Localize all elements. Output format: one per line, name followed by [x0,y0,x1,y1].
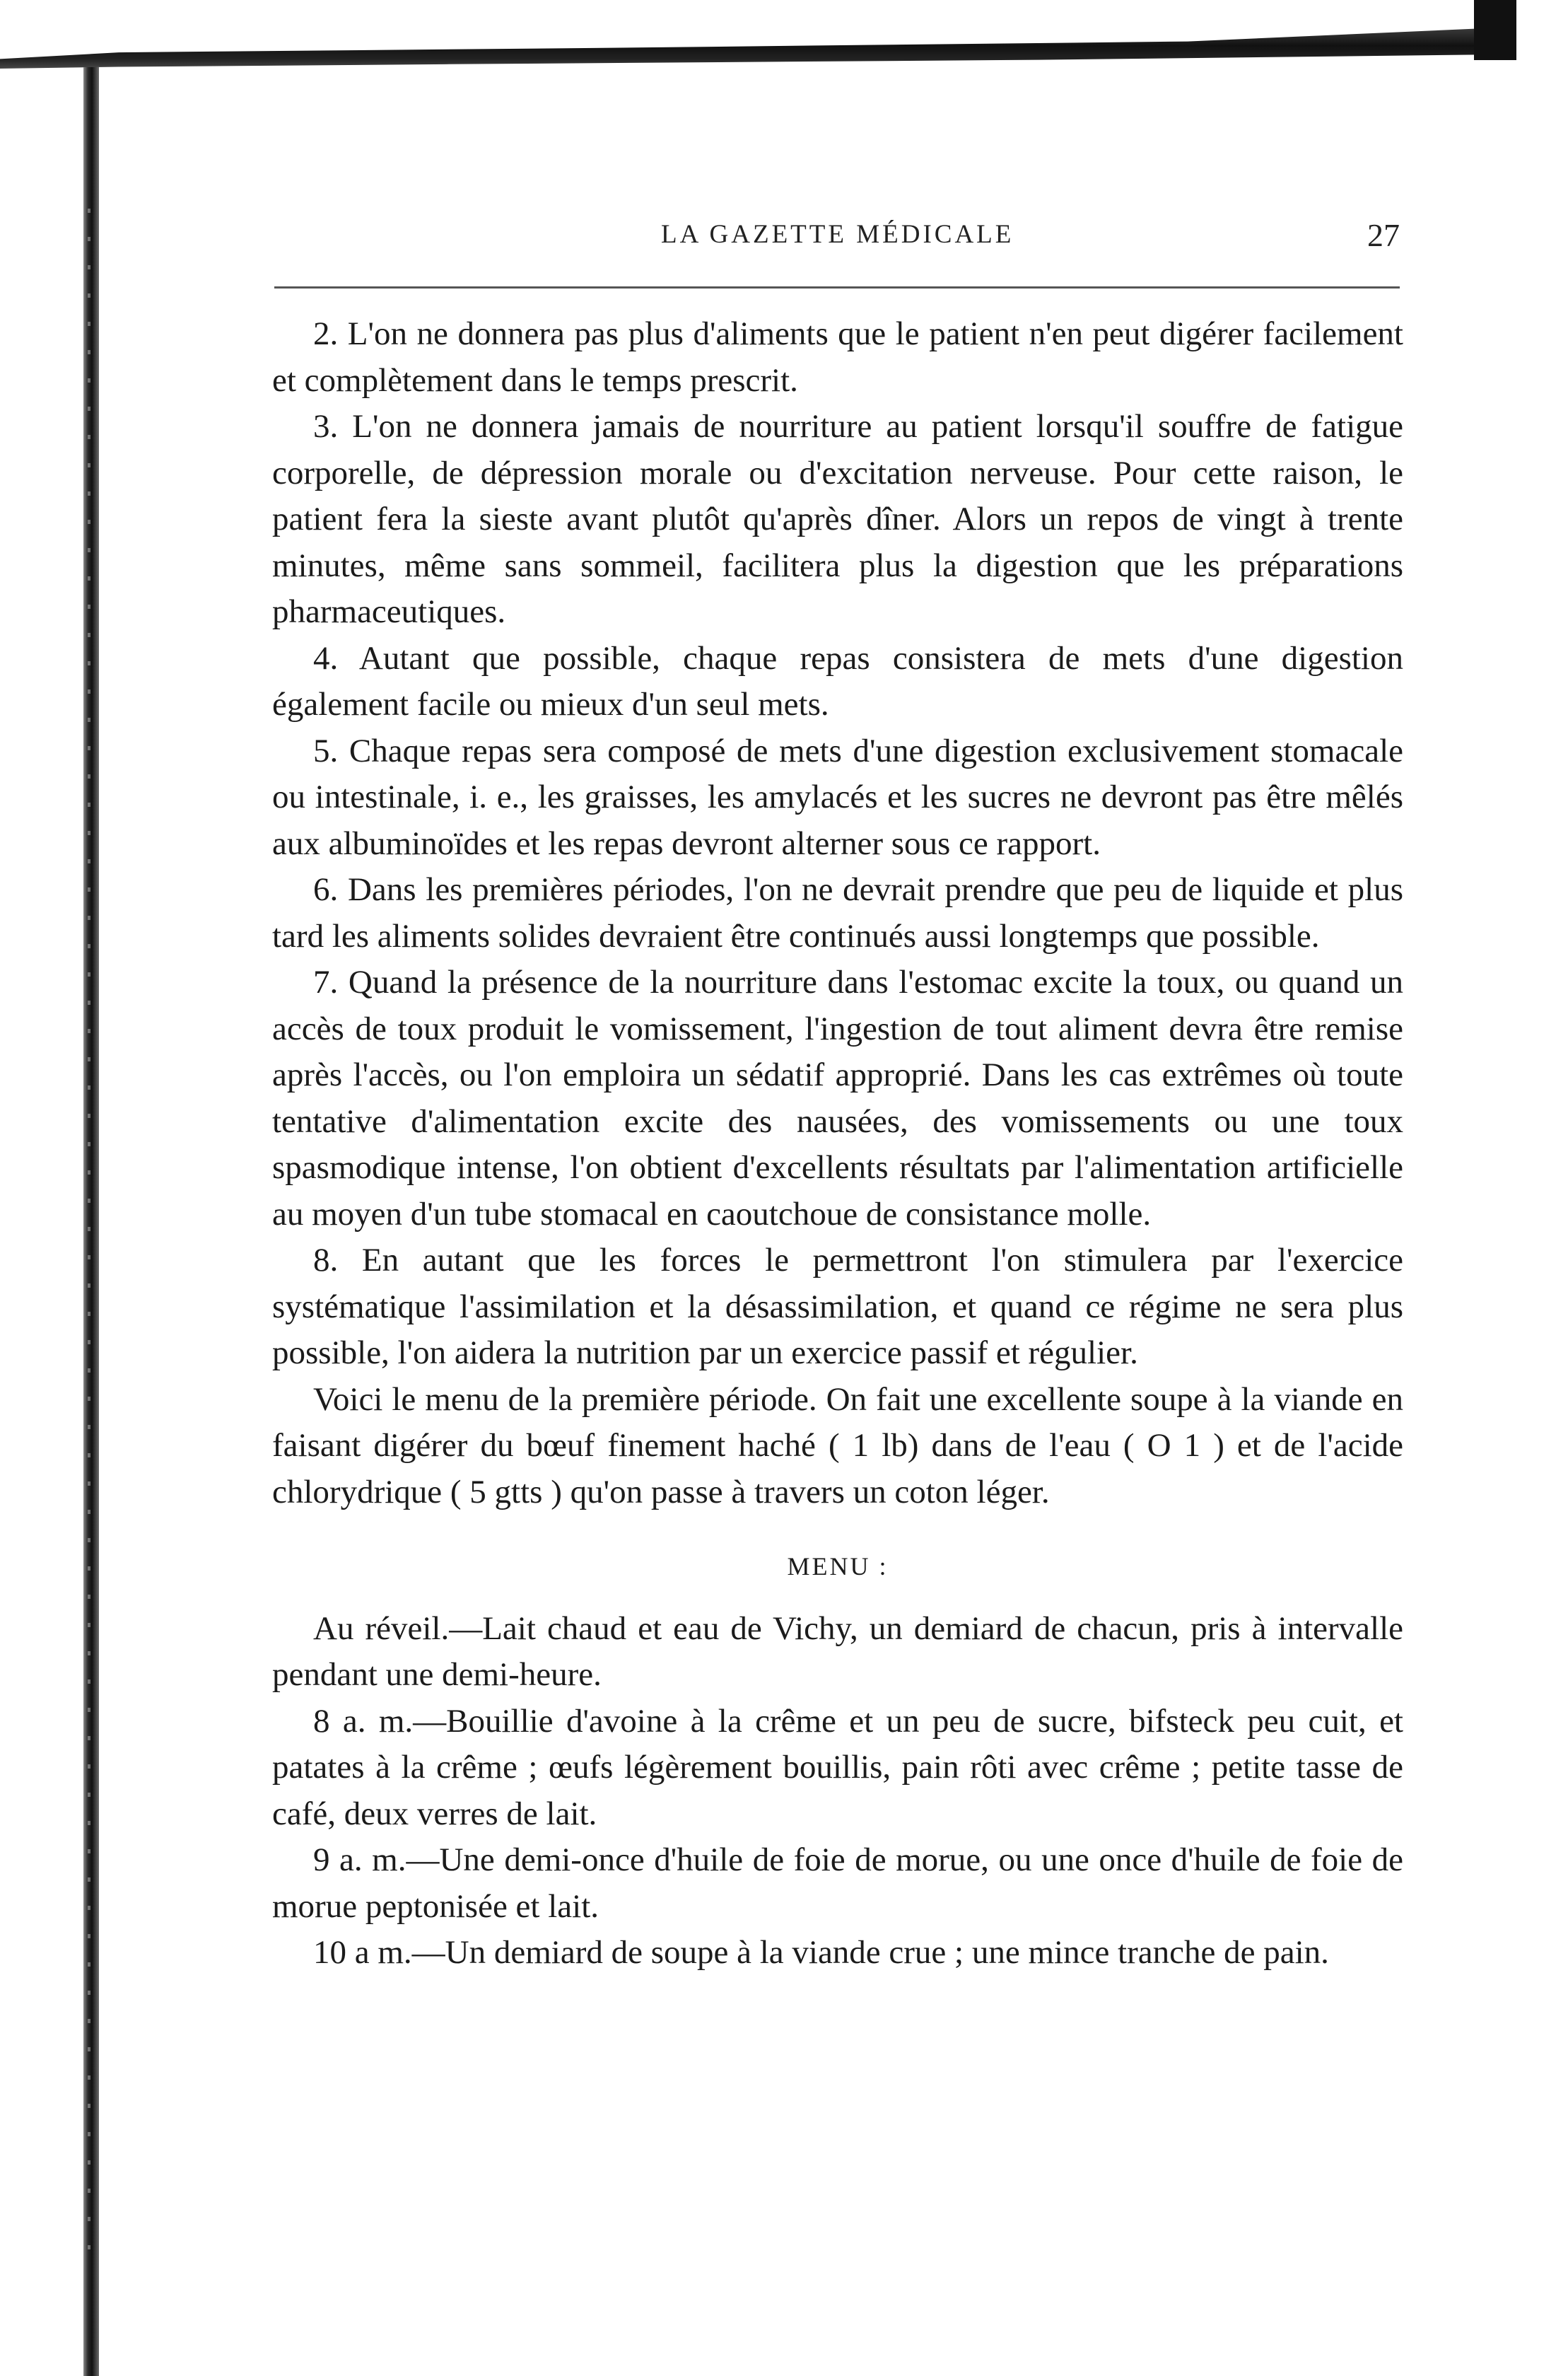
scan-top-border [0,28,1485,72]
paragraph: 2. L'on ne donnera pas plus d'aliments que le patient n'en peut digérer facilement et complètement dans le temps prescrit. [272,315,1403,399]
menu-item: 9 a. m.—Une demi-once d'huile de foie de morue, ou une once d'huile de foie de morue peptonisée et lait. [272,1841,1403,1925]
menu-heading: MENU : [787,1552,889,1580]
running-title: LA GAZETTE MÉDICALE [661,220,1014,249]
paragraph: 8. En autant que les forces le permettront l'on stimulera par l'exercice systématique l'assimilation et la désassimilation, et quand ce régime ne sera plus possible, l'on aidera la nutrition par un exercice passif et régulier. [272,1242,1403,1371]
menu-item: 8 a. m.—Bouillie d'avoine à la crême et un peu de sucre, bifsteck peu cuit, et patates à la crême ; œufs légèrement bouillis, pain rôti avec crême ; petite tasse de café, deux verres de lait. [272,1702,1403,1832]
scan-corner-mark [1474,0,1516,60]
paragraph: 4. Autant que possible, chaque repas consistera de mets d'une digestion également facile ou mieux d'un seul mets. [272,639,1403,723]
header-rule [274,286,1400,289]
paragraph: 7. Quand la présence de la nourriture dans l'estomac excite la toux, ou quand un accès de toux produit le vomissement, l'ingestion de tout aliment devra être remise après l'accès, ou l'on emploira un sédatif approprié. Dans les cas extrêmes où toute tentative d'alimentation excite des nausées, des vomissements ou une toux spasmodique intense, l'on obtient d'excellents résultats par l'alimentation artificielle au moyen d'un tube stomacal en caoutchoue de consistance molle. [272,964,1403,1233]
paragraph: 5. Chaque repas sera composé de mets d'une digestion exclusivement stomacale ou intestinale, i. e., les graisses, les amylacés et les sucres ne devront pas être mêlés aux albuminoïdes et les repas devront alterner sous ce rapport. [272,732,1403,862]
running-head [269,219,1400,262]
paragraph: 6. Dans les premières périodes, l'on ne devrait prendre que peu de liquide et plus tard les aliments solides devraient être continués aussi longtemps que possible. [272,871,1403,955]
page-number: 27 [1367,217,1400,253]
body-text [272,311,1403,1976]
menu-item: Au réveil.—Lait chaud et eau de Vichy, un demiard de chacun, pris à intervalle pendant une demi-heure. [272,1609,1403,1693]
scan-page-edge [83,67,99,2376]
paragraph: 3. L'on ne donnera jamais de nourriture au patient lorsqu'il souffre de fatigue corporelle, de dépression morale ou d'excitation nerveuse. Pour cette raison, le patient fera la sieste avant plutôt qu'après dîner. Alors un repos de vingt à trente minutes, même sans sommeil, facilitera plus la digestion que les préparations pharmaceutiques. [272,408,1403,630]
paragraph: Voici le menu de la première période. On fait une excellente soupe à la viande en faisant digérer du bœuf finement haché ( 1 lb) dans de l'eau ( O 1 ) et de l'acide chlorydrique ( 5 gtts ) qu'on passe à travers un coton léger. [272,1380,1403,1510]
menu-item: 10 a m.—Un demiard de soupe à la viande crue ; une mince tranche de pain. [313,1934,1329,1971]
